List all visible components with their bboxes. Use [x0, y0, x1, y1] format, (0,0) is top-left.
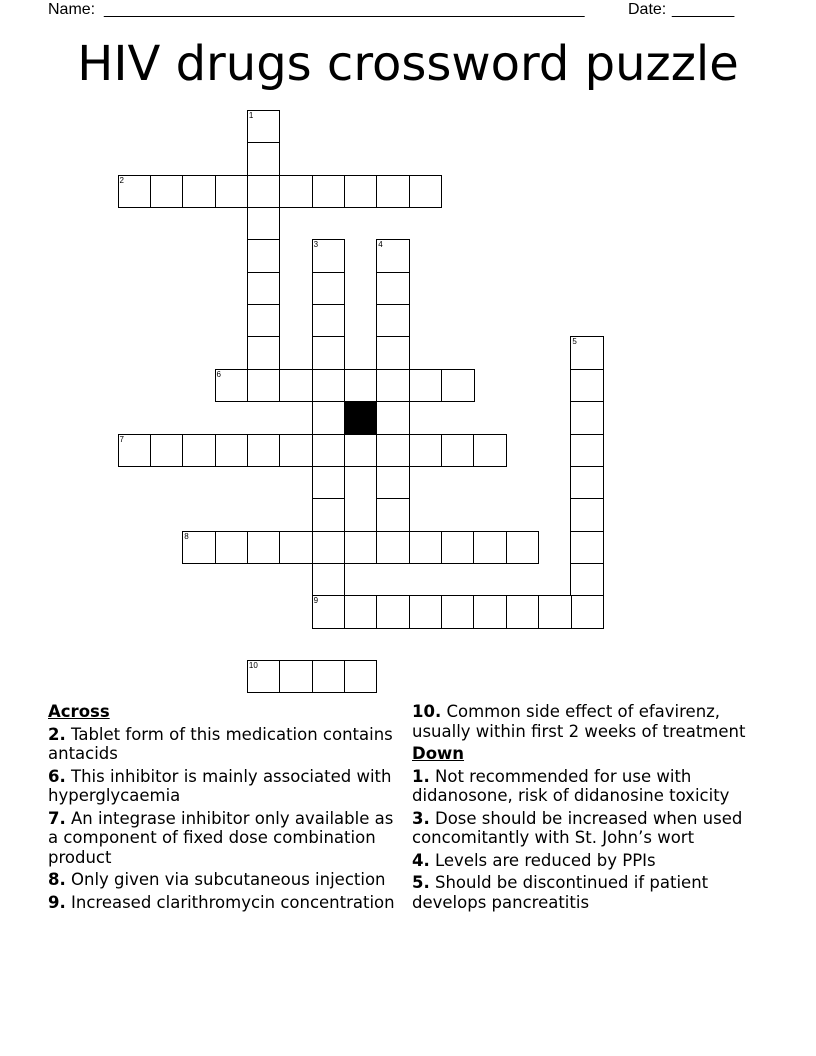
- grid-cell[interactable]: [344, 531, 378, 565]
- clue-number-label: 4: [378, 240, 383, 250]
- grid-cell[interactable]: [441, 369, 475, 403]
- grid-cell[interactable]: [312, 336, 346, 370]
- grid-cell[interactable]: [376, 595, 410, 629]
- clue-number-label: 6: [216, 369, 221, 379]
- grid-cell[interactable]: [409, 434, 443, 468]
- grid-cell[interactable]: [441, 531, 475, 565]
- grid-cell[interactable]: [344, 660, 378, 694]
- grid-cell[interactable]: [182, 531, 216, 565]
- grid-cell[interactable]: [570, 434, 604, 468]
- grid-cell[interactable]: [247, 175, 281, 209]
- grid-cell[interactable]: [473, 434, 507, 468]
- across-heading: Across: [48, 702, 110, 721]
- grid-cell[interactable]: [376, 498, 410, 532]
- grid-cell[interactable]: [279, 434, 313, 468]
- black-cell: [344, 401, 378, 435]
- clue-number-label: 8: [184, 531, 189, 541]
- down-heading: Down: [412, 744, 465, 763]
- grid-cell[interactable]: [247, 142, 281, 176]
- grid-cell[interactable]: [312, 175, 346, 209]
- down-clue: 3. Dose should be increased when used concomitantly with St. John’s wort: [412, 808, 743, 847]
- name-label: Name:: [48, 1, 96, 18]
- grid-cell[interactable]: [312, 369, 346, 403]
- grid-cell[interactable]: [376, 369, 410, 403]
- grid-cell[interactable]: [118, 434, 152, 468]
- grid-cell[interactable]: [344, 369, 378, 403]
- clue-number-label: 1: [248, 111, 254, 120]
- grid-cell[interactable]: [312, 401, 346, 435]
- clue-number-label: 10: [248, 660, 258, 670]
- grid-cell[interactable]: [247, 110, 281, 144]
- grid-cell[interactable]: [344, 434, 378, 468]
- grid-cell[interactable]: [344, 595, 378, 629]
- grid-cell[interactable]: [215, 531, 249, 565]
- grid-cell[interactable]: [570, 595, 604, 629]
- date-blank-line: _______: [672, 1, 735, 18]
- page-title: HIV drugs crossword puzzle: [77, 36, 739, 92]
- across-clue: 6. This inhibitor is mainly associated with hyperglycaemia: [48, 766, 392, 805]
- grid-cell[interactable]: [247, 239, 281, 273]
- down-clue: 4. Levels are reduced by PPIs: [412, 850, 656, 870]
- clue-number-label: 7: [119, 434, 124, 444]
- grid-cell[interactable]: [150, 434, 184, 468]
- name-blank-line: ______________________________________________________: [104, 1, 585, 18]
- grid-cell[interactable]: [247, 207, 281, 241]
- down-clue: 1. Not recommended for use with didanosone, risk of didanosine toxicity: [412, 766, 730, 805]
- grid-cell[interactable]: [247, 531, 281, 565]
- grid-cell[interactable]: [376, 272, 410, 306]
- grid-cell[interactable]: [344, 175, 378, 209]
- grid-cell[interactable]: [376, 175, 410, 209]
- grid-cell[interactable]: [312, 660, 346, 694]
- grid-cell[interactable]: [376, 304, 410, 338]
- grid-cell[interactable]: [312, 272, 346, 306]
- across-clue: 7. An integrase inhibitor only available as a component of fixed dose combination product: [48, 808, 394, 867]
- grid-cell[interactable]: [279, 175, 313, 209]
- grid-cell[interactable]: [215, 434, 249, 468]
- grid-cell[interactable]: [506, 595, 540, 629]
- grid-cell[interactable]: [279, 369, 313, 403]
- grid-cell[interactable]: [409, 175, 443, 209]
- grid-cell[interactable]: [409, 531, 443, 565]
- across-clue: 9. Increased clarithromycin concentration: [48, 892, 395, 912]
- grid-cell[interactable]: [441, 434, 475, 468]
- grid-cell[interactable]: [247, 660, 281, 694]
- grid-cell[interactable]: [312, 466, 346, 500]
- grid-cell[interactable]: [312, 304, 346, 338]
- grid-cell[interactable]: [570, 466, 604, 500]
- date-label: Date:: [628, 1, 667, 18]
- grid-cell[interactable]: [441, 595, 475, 629]
- grid-cell[interactable]: [215, 175, 249, 209]
- grid-cell[interactable]: [247, 369, 281, 403]
- grid-cell[interactable]: [538, 595, 572, 629]
- grid-cell[interactable]: [118, 175, 152, 209]
- grid-cell[interactable]: [312, 239, 346, 273]
- grid-cell[interactable]: [150, 175, 184, 209]
- grid-cell[interactable]: [247, 304, 281, 338]
- grid-cell[interactable]: [570, 563, 604, 597]
- grid-cell[interactable]: [312, 434, 346, 468]
- grid-cell[interactable]: [182, 434, 216, 468]
- grid-cell[interactable]: [570, 336, 604, 370]
- clues-column-right: [412, 702, 782, 915]
- grid-cell[interactable]: [409, 595, 443, 629]
- grid-cell[interactable]: [376, 239, 410, 273]
- grid-cell[interactable]: [473, 595, 507, 629]
- grid-cell[interactable]: [312, 531, 346, 565]
- across-clue: 8. Only given via subcutaneous injection: [48, 870, 386, 889]
- grid-cell[interactable]: [409, 369, 443, 403]
- grid-cell[interactable]: [376, 466, 410, 500]
- grid-cell[interactable]: [247, 434, 281, 468]
- grid-cell[interactable]: [312, 595, 346, 629]
- grid-cell[interactable]: [182, 175, 216, 209]
- clue-number-label: 9: [313, 596, 319, 606]
- grid-cell[interactable]: [570, 401, 604, 435]
- grid-cell[interactable]: [376, 531, 410, 565]
- grid-cell[interactable]: [570, 369, 604, 403]
- grid-cell[interactable]: [215, 369, 249, 403]
- grid-cell[interactable]: [279, 660, 313, 694]
- grid-cell[interactable]: [376, 336, 410, 370]
- grid-cell[interactable]: [506, 531, 540, 565]
- grid-cell[interactable]: [247, 272, 281, 306]
- grid-cell[interactable]: [312, 563, 346, 597]
- grid-cell[interactable]: [473, 531, 507, 565]
- clue-number-label: 5: [572, 337, 577, 347]
- grid-cell[interactable]: [376, 434, 410, 468]
- clue-number-label: 2: [119, 175, 124, 185]
- grid-cell[interactable]: [247, 336, 281, 370]
- grid-cell[interactable]: [376, 401, 410, 435]
- grid-cell[interactable]: [279, 531, 313, 565]
- grid-cell[interactable]: [570, 498, 604, 532]
- grid-cell[interactable]: [570, 531, 604, 565]
- across-clue: 10. Common side effect of efavirenz, usually within first 2 weeks of treatment: [412, 702, 746, 741]
- clues-column-left: [48, 702, 400, 915]
- clue-number-label: 3: [313, 240, 319, 250]
- across-clue: 2. Tablet form of this medication contains antacids: [48, 724, 393, 763]
- down-clue: 5. Should be discontinued if patient develops pancreatitis: [412, 873, 709, 912]
- grid-cell[interactable]: [312, 498, 346, 532]
